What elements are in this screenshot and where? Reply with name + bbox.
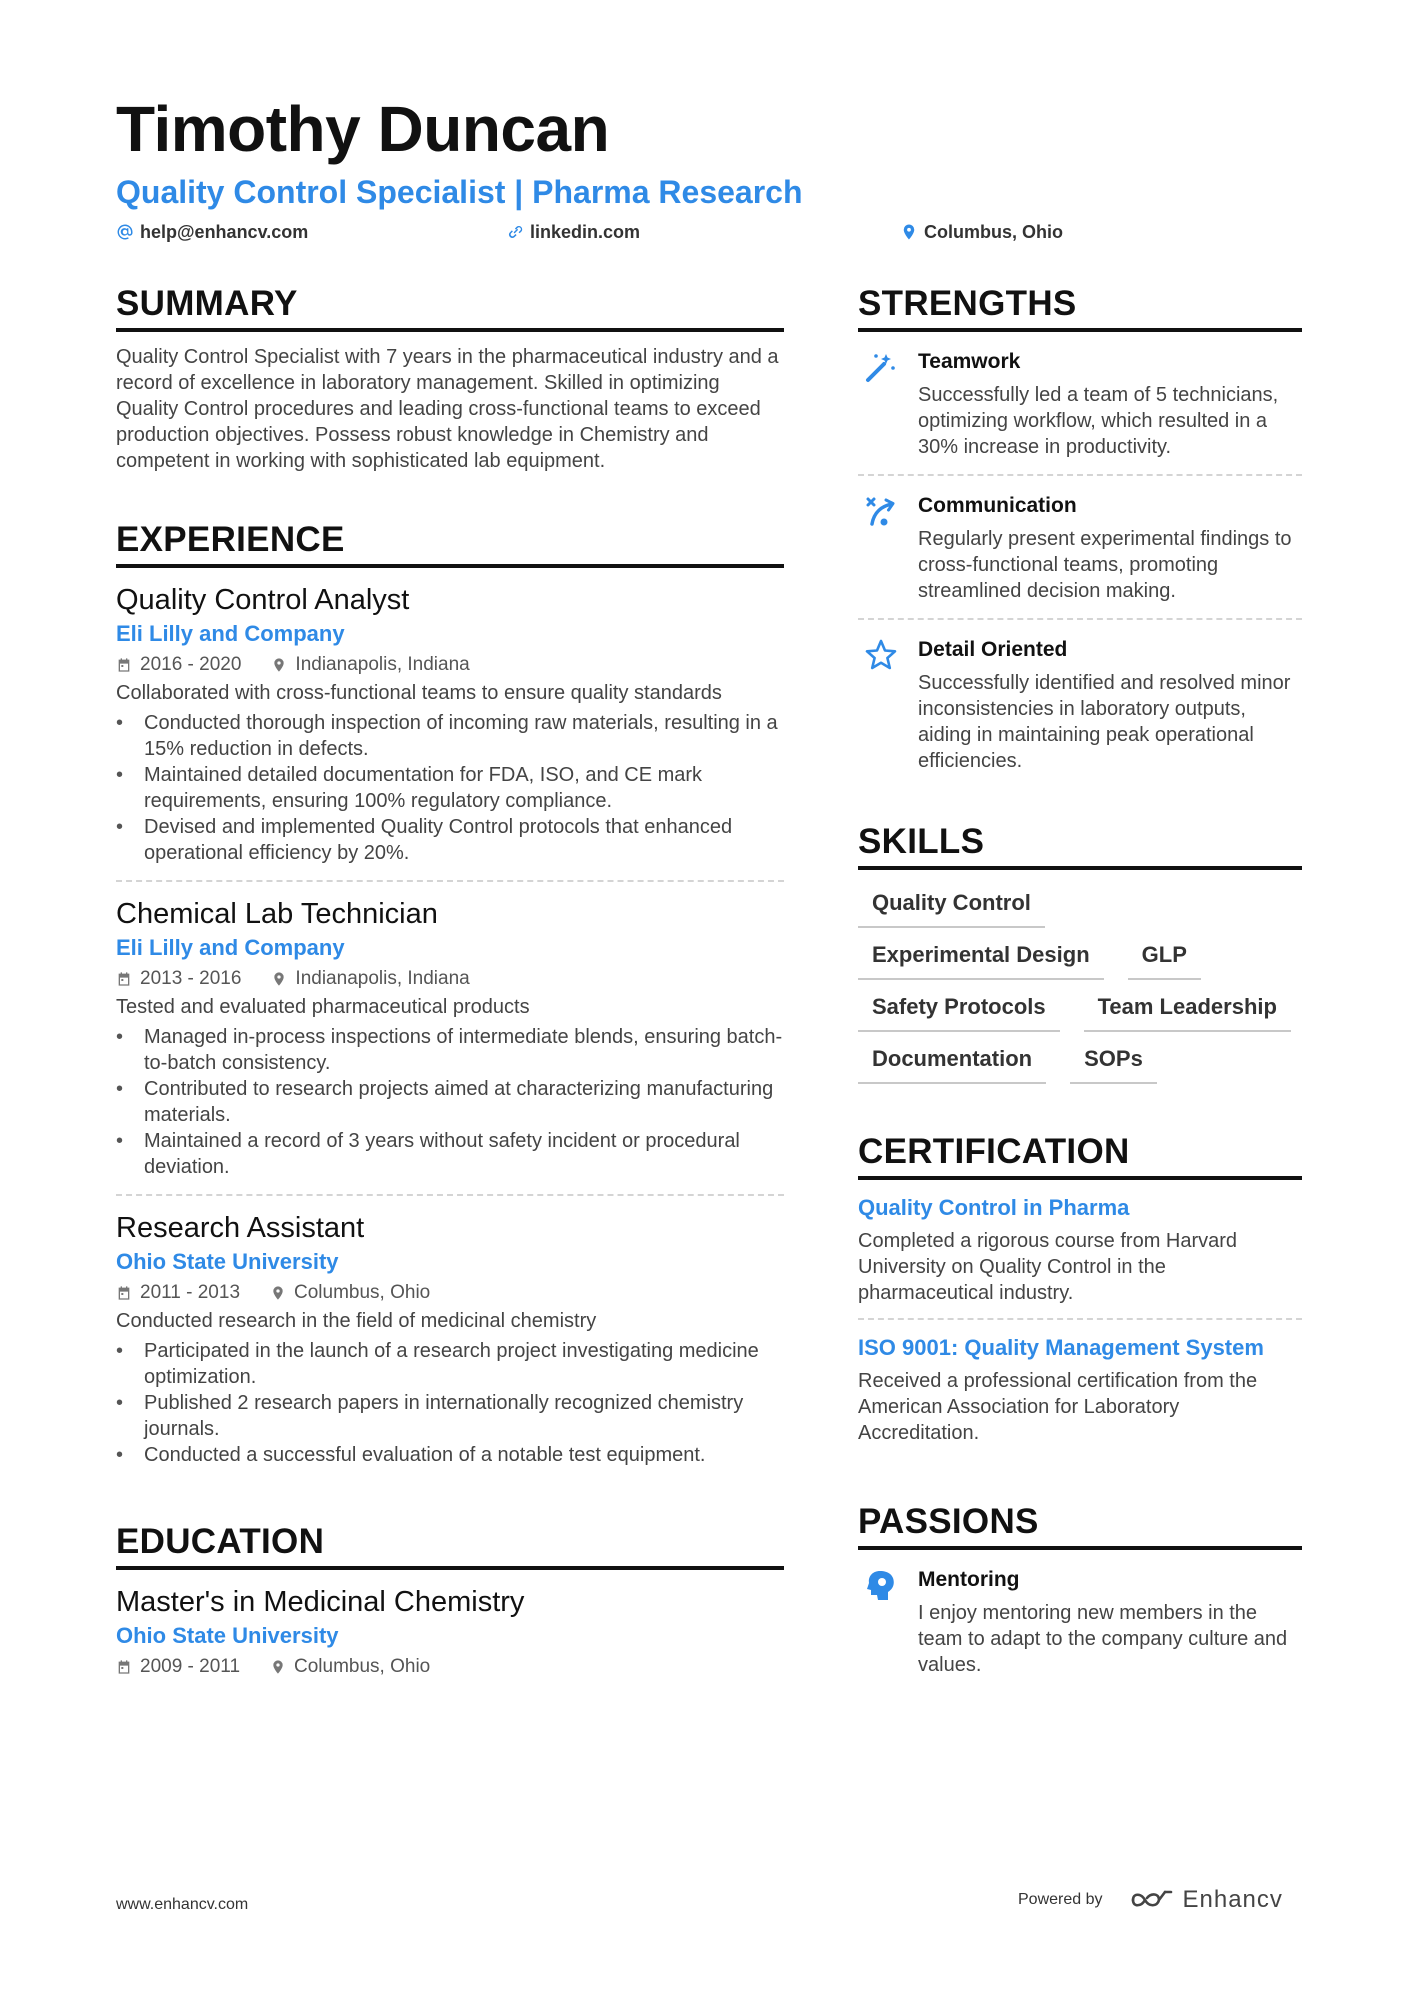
job-bullet: • Contributed to research projects aimed at characterizing manufacturing materials. <box>116 1076 784 1128</box>
skill-tag: Team Leadership <box>1084 994 1291 1032</box>
enhancv-logo-icon <box>1129 1887 1175 1913</box>
job-bullets <box>116 710 784 866</box>
summary-heading: SUMMARY <box>116 284 784 332</box>
map-pin-icon <box>270 1659 286 1675</box>
candidate-headline: Quality Control Specialist | Pharma Research <box>116 174 803 211</box>
summary-section <box>116 284 784 474</box>
job-description: Collaborated with cross-functional teams to ensure quality standards <box>116 682 722 704</box>
certification-section <box>858 1132 1302 1458</box>
strength-body <box>918 492 1302 604</box>
passion-description: I enjoy mentoring new members in the team to adapt to the company culture and values. <box>918 1602 1288 1676</box>
map-pin-icon <box>271 971 287 987</box>
strengths-section <box>858 284 1302 788</box>
job-bullet: • Managed in-process inspections of intermediate blends, ensuring batch-to-batch consistency. <box>116 1024 784 1076</box>
passion-item <box>858 1550 1302 1692</box>
passions-section <box>858 1502 1302 1692</box>
job-location <box>270 1282 430 1304</box>
strength-title: Detail Oriented <box>918 638 1068 661</box>
job-bullets <box>116 1024 784 1180</box>
job-location-text: Indianapolis, Indiana <box>295 654 470 675</box>
location-text: Columbus, Ohio <box>924 221 1063 242</box>
skills-heading: SKILLS <box>858 822 1302 870</box>
job-description: Tested and evaluated pharmaceutical products <box>116 996 530 1018</box>
contact-row <box>116 222 1306 250</box>
strength-title: Communication <box>918 494 1077 517</box>
job-location <box>271 968 469 990</box>
education-heading: EDUCATION <box>116 1522 784 1570</box>
company-name: Ohio State University <box>116 1249 339 1274</box>
calendar-icon <box>116 971 132 987</box>
experience-entry <box>116 1196 784 1482</box>
at-icon <box>116 223 134 241</box>
education-location <box>270 1656 430 1678</box>
linkedin-contact[interactable] <box>506 222 640 243</box>
job-bullet: • Maintained a record of 3 years without safety incident or procedural deviation. <box>116 1128 784 1180</box>
skill-tag: Experimental Design <box>858 942 1104 980</box>
education-dates <box>116 1656 240 1678</box>
calendar-icon <box>116 657 132 673</box>
strength-title: Teamwork <box>918 350 1021 373</box>
degree-title: Master's in Medicinal Chemistry <box>116 1586 525 1618</box>
company-name: Eli Lilly and Company <box>116 621 345 646</box>
job-meta <box>116 968 784 990</box>
job-bullet: • Participated in the launch of a research project investigating medicine optimization. <box>116 1338 784 1390</box>
strength-item <box>858 620 1302 788</box>
certification-heading: CERTIFICATION <box>858 1132 1302 1180</box>
candidate-name: Timothy Duncan <box>116 93 610 165</box>
education-section <box>116 1522 784 1692</box>
email-text: help@enhancv.com <box>140 221 309 242</box>
job-title: Chemical Lab Technician <box>116 898 438 930</box>
strength-description: Regularly present experimental findings to cross-functional teams, promoting streamlined decision making. <box>918 528 1292 602</box>
right-column <box>858 284 1302 1692</box>
job-location-text: Columbus, Ohio <box>294 1282 431 1303</box>
strength-item <box>858 476 1302 620</box>
head-icon <box>864 1566 898 1678</box>
job-dates-text: 2011 - 2013 <box>140 1282 241 1303</box>
job-dates <box>116 968 241 990</box>
job-dates-text: 2016 - 2020 <box>140 654 242 675</box>
job-bullets <box>116 1338 784 1468</box>
experience-entry <box>116 568 784 882</box>
job-meta <box>116 654 784 676</box>
job-location <box>271 654 469 676</box>
experience-section <box>116 520 784 1482</box>
footer-branding <box>1018 1886 1283 1914</box>
passion-title: Mentoring <box>918 1568 1020 1591</box>
strength-description: Successfully led a team of 5 technicians, optimizing workflow, which resulted in a 30% increase in productivity. <box>918 384 1279 458</box>
job-dates <box>116 1282 240 1304</box>
education-location-text: Columbus, Ohio <box>294 1656 431 1677</box>
job-description: Conducted research in the field of medicinal chemistry <box>116 1310 597 1332</box>
certification-description: Completed a rigorous course from Harvard University on Quality Control in the pharmaceutical industry. <box>858 1230 1238 1304</box>
powered-by-text: Powered by <box>1018 1891 1103 1908</box>
calendar-icon <box>116 1285 132 1301</box>
job-dates <box>116 654 241 676</box>
job-bullet: • Maintained detailed documentation for FDA, ISO, and CE mark requirements, ensuring 100% regulatory compliance. <box>116 762 784 814</box>
star-icon <box>864 636 898 774</box>
strength-body <box>918 636 1302 774</box>
strengths-heading: STRENGTHS <box>858 284 1302 332</box>
left-column <box>116 284 784 1692</box>
calendar-icon <box>116 1659 132 1675</box>
skill-tag: Documentation <box>858 1046 1046 1084</box>
job-bullet: • Devised and implemented Quality Control protocols that enhanced operational efficiency by 20%. <box>116 814 784 866</box>
job-meta <box>116 1282 784 1304</box>
certification-item <box>858 1180 1302 1320</box>
experience-entry <box>116 882 784 1196</box>
job-location-text: Indianapolis, Indiana <box>295 968 470 989</box>
strategy-icon <box>864 492 898 604</box>
map-pin-icon <box>271 657 287 673</box>
job-bullet: • Conducted thorough inspection of incoming raw materials, resulting in a 15% reduction in defects. <box>116 710 784 762</box>
experience-heading: EXPERIENCE <box>116 520 784 568</box>
education-dates-text: 2009 - 2011 <box>140 1656 241 1677</box>
job-title: Quality Control Analyst <box>116 584 410 616</box>
map-pin-icon <box>270 1285 286 1301</box>
job-title: Research Assistant <box>116 1212 365 1244</box>
strength-description: Successfully identified and resolved minor inconsistencies in laboratory outputs, aiding in maintaining peak operational efficiencies. <box>918 672 1291 772</box>
skills-list <box>858 890 1302 1084</box>
enhancv-logo-text: Enhancv <box>1182 1886 1283 1913</box>
resume-header <box>116 93 1306 250</box>
strength-item <box>858 332 1302 476</box>
education-meta <box>116 1656 784 1678</box>
skill-tag: Quality Control <box>858 890 1045 928</box>
linkedin-text: linkedin.com <box>530 221 641 242</box>
certification-title: ISO 9001: Quality Management System <box>858 1335 1264 1360</box>
strength-body <box>918 348 1302 460</box>
job-dates-text: 2013 - 2016 <box>140 968 242 989</box>
job-bullet: • Published 2 research papers in internationally recognized chemistry journals. <box>116 1390 784 1442</box>
certification-item <box>858 1320 1302 1458</box>
skill-tag: Safety Protocols <box>858 994 1060 1032</box>
summary-text: Quality Control Specialist with 7 years in the pharmaceutical industry and a record of excellence in laboratory management. Skilled in optimizing Quality Control procedures and leading cross-functional teams to exceed production objectives. Possess robust knowledge in Chemistry and competent in working with sophisticated lab equipment. <box>116 346 779 472</box>
certification-title: Quality Control in Pharma <box>858 1195 1130 1220</box>
enhancv-logo[interactable] <box>1129 1886 1283 1914</box>
link-icon <box>506 223 524 241</box>
footer-website[interactable]: www.enhancv.com <box>116 1896 249 1913</box>
magic-wand-icon <box>864 348 898 460</box>
location-contact <box>900 222 1063 243</box>
certification-description: Received a professional certification from the American Association for Laboratory Accreditation. <box>858 1370 1258 1444</box>
school-name: Ohio State University <box>116 1623 339 1648</box>
passions-heading: PASSIONS <box>858 1502 1302 1550</box>
email-contact[interactable] <box>116 222 308 243</box>
skill-tag: GLP <box>1128 942 1201 980</box>
passion-body <box>918 1566 1302 1678</box>
skills-section <box>858 822 1302 1084</box>
education-entry <box>116 1570 784 1692</box>
company-name: Eli Lilly and Company <box>116 935 345 960</box>
skill-tag: SOPs <box>1070 1046 1157 1084</box>
job-bullet: • Conducted a successful evaluation of a notable test equipment. <box>116 1442 784 1468</box>
map-pin-icon <box>900 223 918 241</box>
